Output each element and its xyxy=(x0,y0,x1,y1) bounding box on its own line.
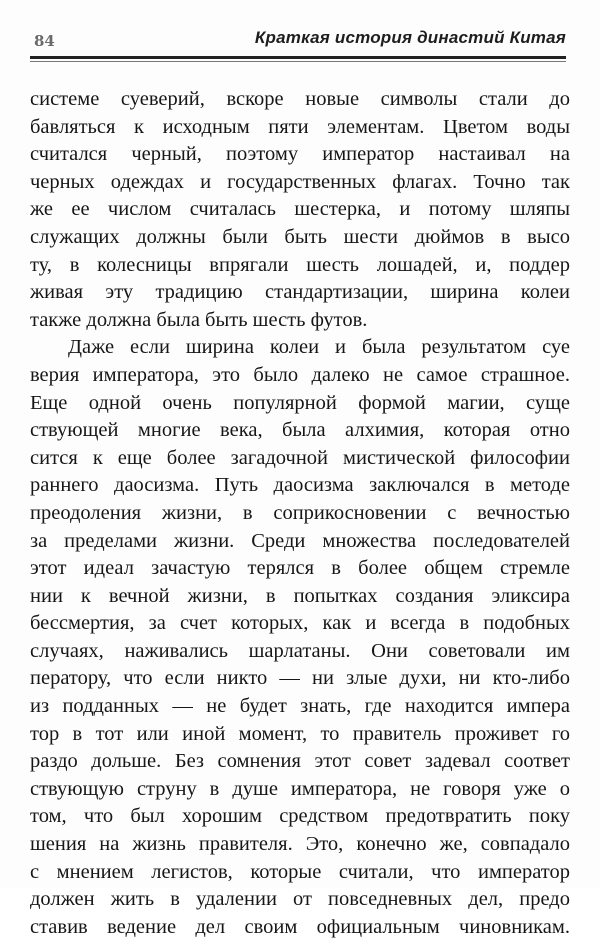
header-rule-thin xyxy=(30,61,566,62)
text-line: бессмертия, за счет которых, как и всегда в подобных xyxy=(30,612,570,635)
text-line: должен жить в удалении от повседневных дел, предо xyxy=(30,888,570,911)
text-line: ту, в колесницы впрягали шесть лошадей, и, поддер xyxy=(30,253,570,276)
text-line: этот идеал зачастую терялся в более общем стремле xyxy=(30,557,570,580)
text-line: служащих должны были быть шести дюймов в высо xyxy=(30,225,570,248)
text-line: считался черный, поэтому император настаивал на xyxy=(30,143,570,166)
text-line: нии к вечной жизни, в попытках создания эликсира xyxy=(30,584,570,607)
page-number: 84 xyxy=(34,32,55,50)
text-line: с мнением легистов, которые считали, что император xyxy=(30,860,570,883)
text-line: ствующую струну в душе императора, не говоря уже о xyxy=(30,777,570,800)
text-line: Еще одной очень популярной формой магии, суще xyxy=(30,391,570,414)
paragraph-end-line: также должна была быть шесть футов. xyxy=(30,308,368,331)
text-line: живая эту традицию стандартизации, ширина колеи xyxy=(30,281,570,304)
header-rule xyxy=(30,56,566,59)
text-line: за пределами жизни. Среди множества последователей xyxy=(30,529,570,552)
text-line: ператору, что если никто — ни злые духи, ни кто-либо xyxy=(30,667,570,690)
text-line: тор в тот или иной момент, то правитель проживет го xyxy=(30,722,570,745)
text-line: черных одеждах и государственных флагах. Точно так xyxy=(30,170,570,193)
page-header xyxy=(30,24,566,60)
text-line: шения на жизнь правителя. Это, конечно же, совпадало xyxy=(30,833,570,856)
text-line: раннего даосизма. Путь даосизма заключался в методе xyxy=(30,474,570,497)
text-line: системе суеверий, вскоре новые символы стали до xyxy=(30,88,570,110)
text-line: бавляться к исходным пяти элементам. Цветом воды xyxy=(30,115,570,138)
text-line: том, что был хорошим средством предотвратить поку xyxy=(30,805,570,828)
text-line: верия императора, это было далеко не самое страшное. xyxy=(30,363,570,386)
text-line: сится к еще более загадочной мистической философии xyxy=(30,446,570,469)
text-line: ствующей многие века, была алхимия, которая отно xyxy=(30,419,570,442)
text-line: преодоления жизни, в соприкосновении с вечностью xyxy=(30,501,570,524)
text-line: же ее числом считалась шестерка, и потому шляпы xyxy=(30,198,570,221)
running-title: Краткая история династий Китая xyxy=(254,28,566,47)
text-line: ставив ведение дел своим официальным чиновникам. xyxy=(30,915,570,938)
text-line: раздо дольше. Без сомнения этот совет задевал соответ xyxy=(30,750,570,773)
text-line: из подданных — не будет знать, где находится импера xyxy=(30,695,570,718)
paragraph-start-line: Даже если ширина колеи и была результатом суе xyxy=(68,336,570,359)
text-line: случаях, наживались шарлатаны. Они советовали им xyxy=(30,639,570,662)
body-text xyxy=(30,86,570,941)
